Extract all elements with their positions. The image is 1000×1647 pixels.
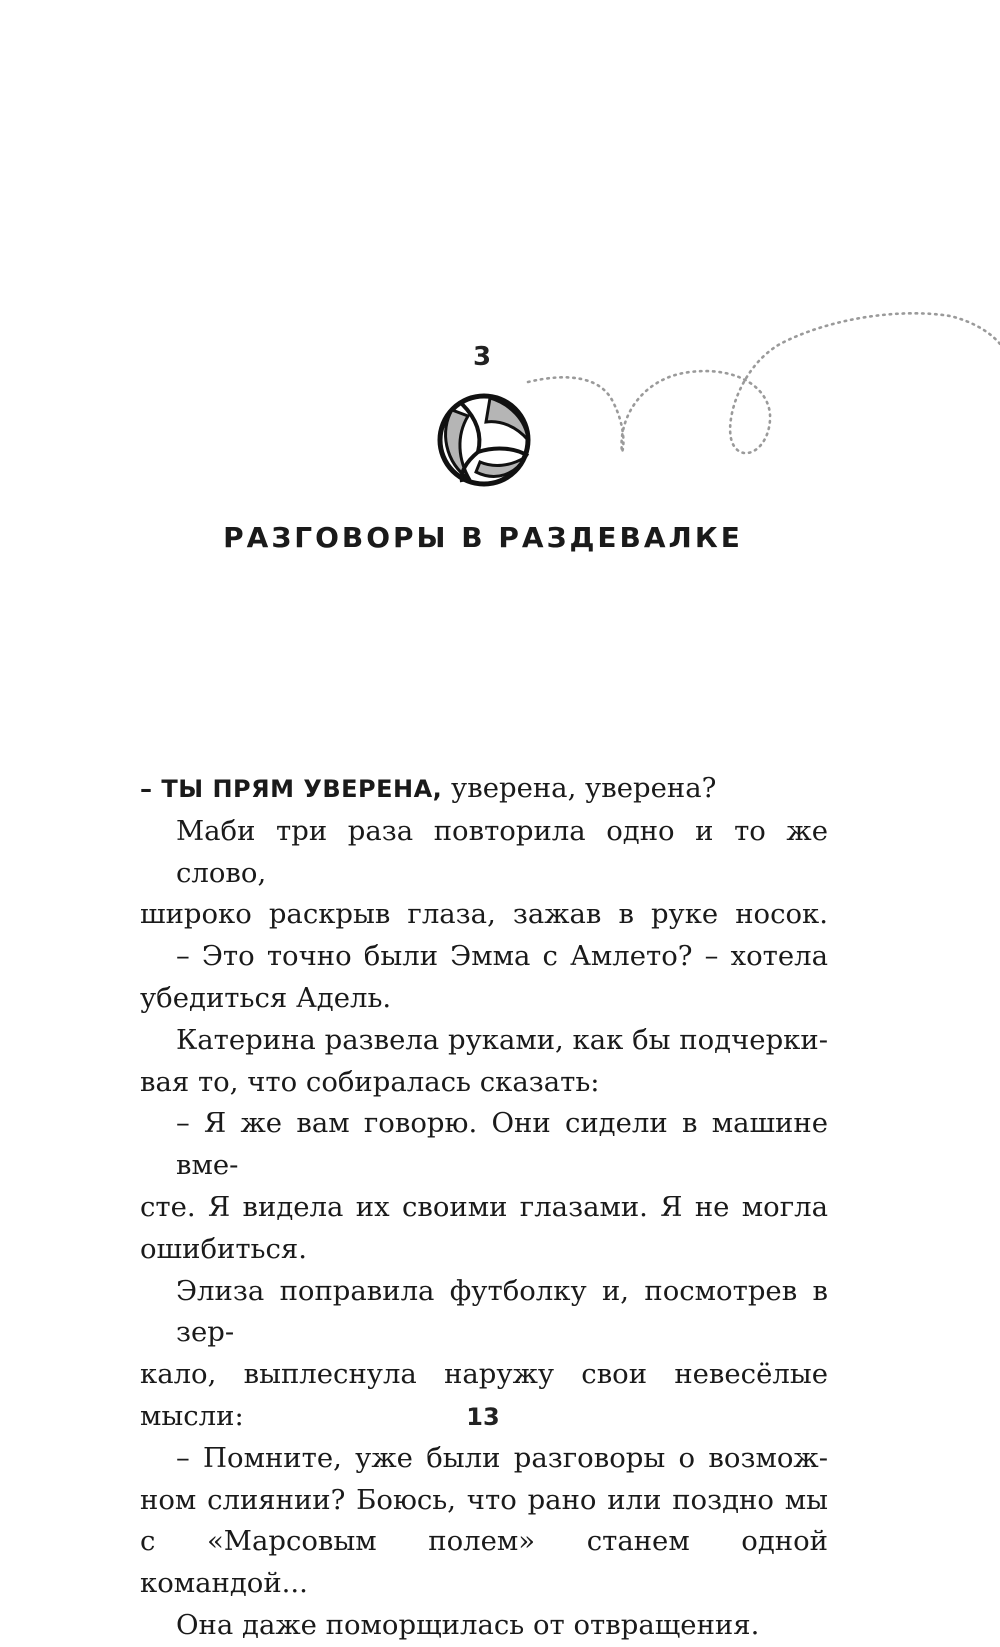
text-line: вая то, что собиралась сказать: xyxy=(140,1065,600,1098)
chapter-ornament xyxy=(0,0,1000,520)
text-line-1 xyxy=(140,768,828,811)
volleyball-icon xyxy=(440,396,528,484)
chapter-number: 3 xyxy=(472,342,492,372)
text-line: сте. Я видела их своими глазами. Я не могла xyxy=(140,1190,828,1223)
text-line: Элиза поправила футболку и, посмотрев в зер- xyxy=(176,1274,828,1349)
text-line: убедиться Адель. xyxy=(140,981,392,1014)
text-line-1-rest: уверена, уверена? xyxy=(442,772,717,804)
lead-in-caps: – ТЫ ПРЯМ УВЕРЕНА, xyxy=(140,775,443,803)
ball-trajectory-dots xyxy=(528,313,1000,453)
chapter-title: РАЗГОВОРЫ В РАЗДЕВАЛКЕ xyxy=(223,521,743,554)
text-line: Она даже поморщилась от отвращения. xyxy=(176,1608,760,1641)
text-line: Маби три раза повторила одно и то же слово, xyxy=(176,814,828,889)
text-line: – Это точно были Эмма с Амлето? – хотела xyxy=(176,940,828,973)
text-line: – Я же вам говорю. Они сидели в машине вме- xyxy=(176,1107,828,1182)
text-line: ном слиянии? Боюсь, что рано или поздно мы xyxy=(140,1483,828,1516)
text-line: ошибиться. xyxy=(140,1232,308,1265)
page-number: 13 xyxy=(466,1403,500,1431)
chapter-body-text xyxy=(140,768,828,1647)
text-line: Катерина развела руками, как бы подчерки- xyxy=(176,1023,828,1056)
text-line: кало, выплеснула наружу свои невесёлые мысли: xyxy=(140,1358,828,1432)
text-line: широко раскрыв глаза, зажав в руке носок. xyxy=(140,898,828,931)
text-line: с «Марсовым полем» станем одной командой... xyxy=(140,1525,828,1600)
text-line: – Помните, уже были разговоры о возмож- xyxy=(176,1441,828,1474)
